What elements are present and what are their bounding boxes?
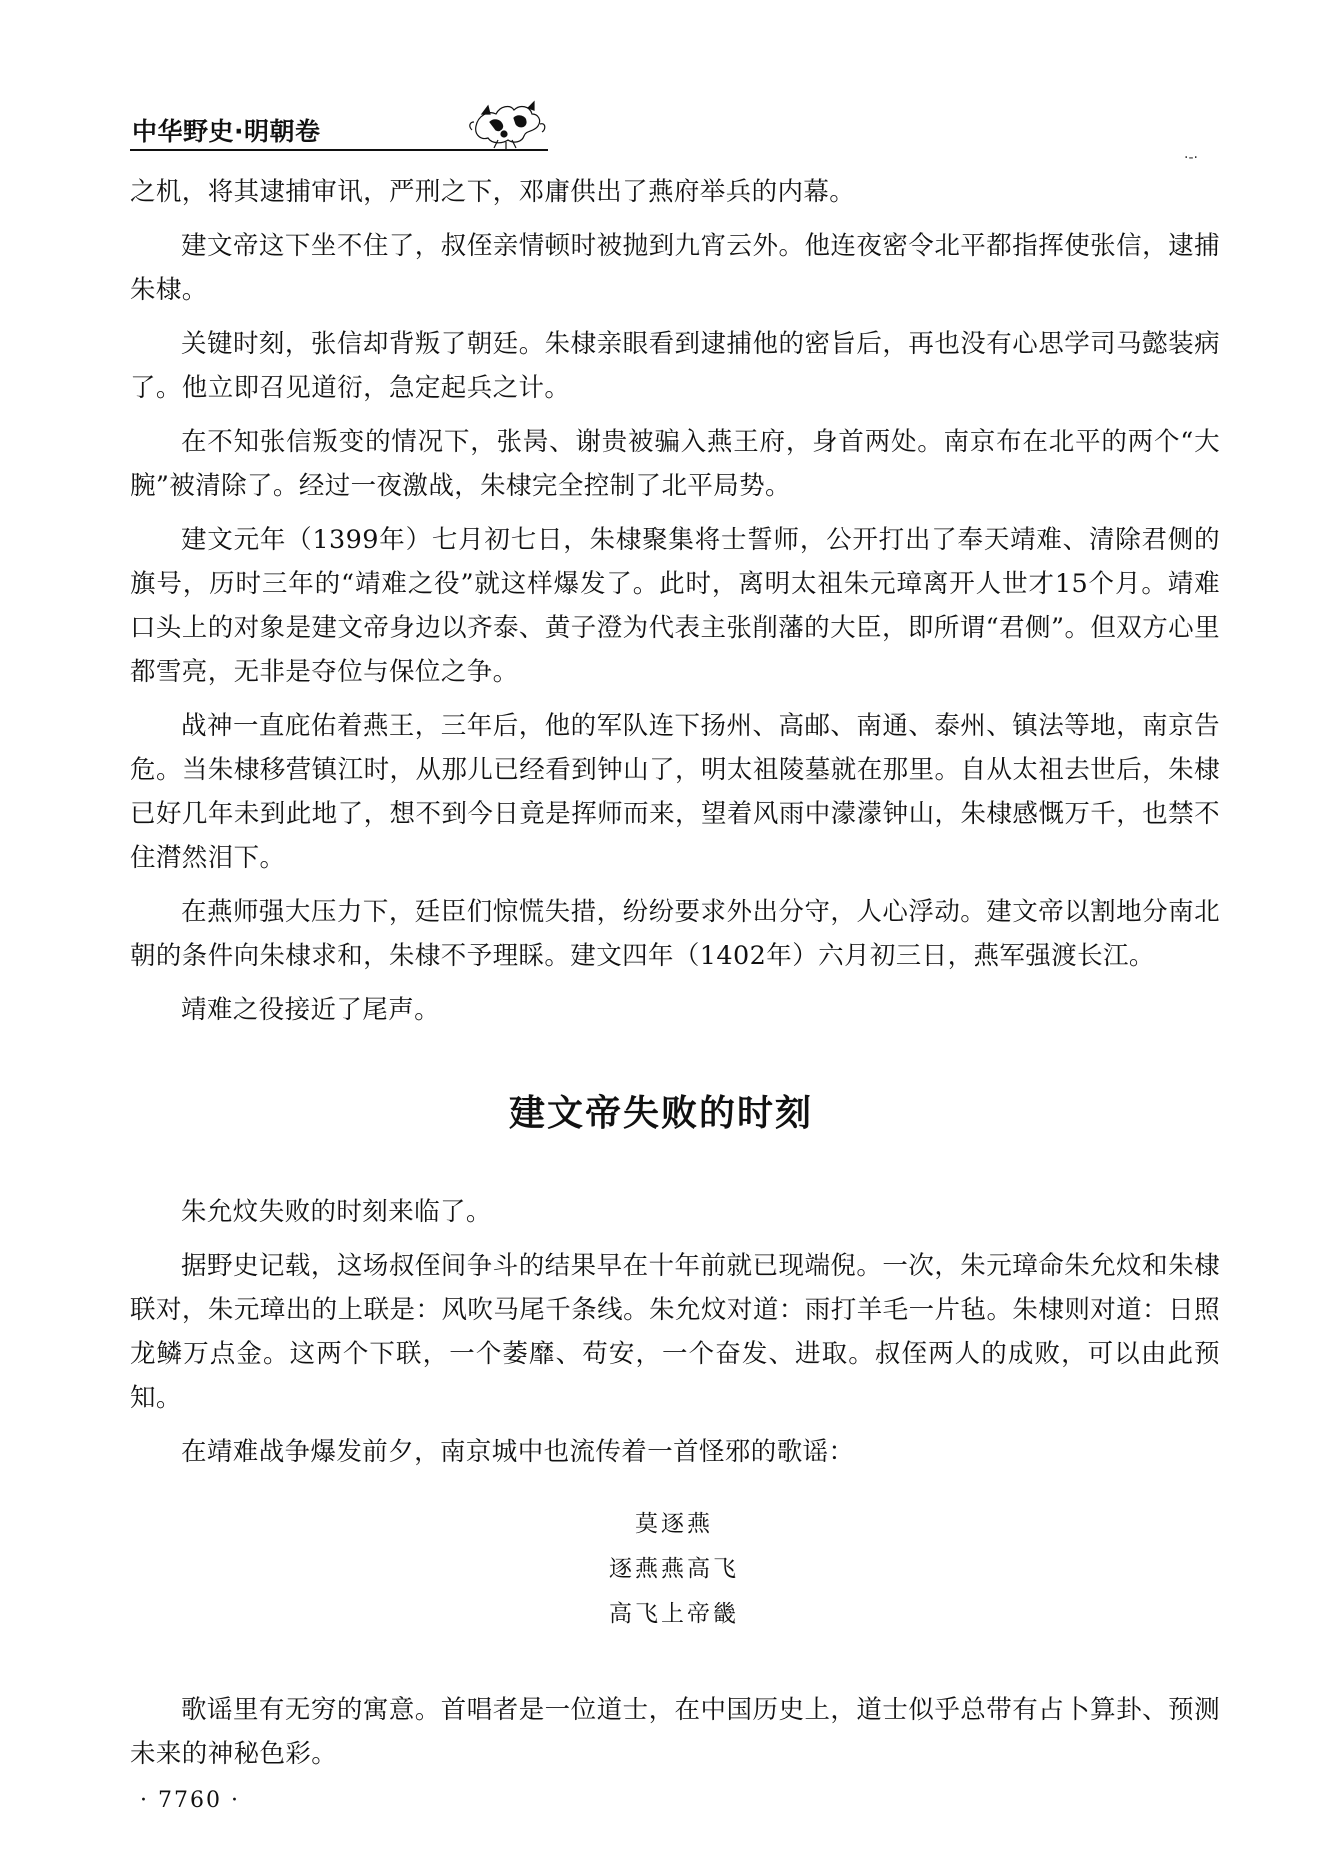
verse-line: 逐燕燕高飞 bbox=[609, 1556, 739, 1582]
paragraph: 朱允炆失败的时刻来临了。 bbox=[181, 1197, 492, 1227]
paragraph: 战神一直庇佑着燕王，三年后，他的军队连下扬州、高邮、南通、泰州、镇法等地，南京告危。当朱棣移营镇江时，从那儿已经看到钟山了，明太祖陵墓就在那里。自从太祖去世后，朱棣已好几年未到此地了，想不到今日竟是挥师而来，望着风雨中濛濛钟山，朱棣感慨万千，也禁不住潸然泪下。 bbox=[130, 711, 1220, 873]
verse-line: 莫逐燕 bbox=[635, 1511, 713, 1537]
paragraph: 在燕师强大压力下，廷臣们惊慌失措，纷纷要求外出分守，人心浮动。建文帝以割地分南北朝的条件向朱棣求和，朱棣不予理睬。建文四年（1402年）六月初三日，燕军强渡长江。 bbox=[130, 897, 1220, 971]
dragon-emblem-icon bbox=[468, 96, 548, 152]
body-text-section bbox=[130, 1190, 1220, 1484]
body-text-top bbox=[130, 170, 1220, 1042]
paragraph: 关键时刻，张信却背叛了朝廷。朱棣亲眼看到逮捕他的密旨后，再也没有心思学司马懿装病了。他立即召见道衍，急定起兵之计。 bbox=[130, 329, 1220, 403]
paragraph: 之机，将其逮捕审讯，严刑之下，邓庸供出了燕府举兵的内幕。 bbox=[130, 177, 856, 207]
scan-mark: ·-· bbox=[1184, 150, 1198, 166]
page-number: · 7760 · bbox=[140, 1788, 240, 1813]
paragraph: 建文元年（1399年）七月初七日，朱棣聚集将士誓师，公开打出了奉天靖难、清除君侧的旗号，历时三年的“靖难之役”就这样爆发了。此时，离明太祖朱元璋离开人世才15个月。靖难口头上的对象是建文帝身边以齐泰、黄子澄为代表主张削藩的大臣，即所谓“君侧”。但双方心里都雪亮，无非是夺位与保位之争。 bbox=[130, 525, 1220, 687]
body-text-bottom bbox=[130, 1688, 1220, 1786]
paragraph: 在不知张信叛变的情况下，张昺、谢贵被骗入燕王府，身首两处。南京布在北平的两个“大腕”被清除了。经过一夜激战，朱棣完全控制了北平局势。 bbox=[130, 427, 1220, 501]
book-title: 中华野史·明朝卷 bbox=[132, 117, 321, 146]
ballad-verse bbox=[0, 1502, 1322, 1637]
section-heading: 建文帝失败的时刻 bbox=[508, 1093, 813, 1134]
paragraph: 建文帝这下坐不住了，叔侄亲情顿时被抛到九宵云外。他连夜密令北平都指挥使张信，逮捕朱棣。 bbox=[130, 231, 1220, 305]
verse-line: 高飞上帝畿 bbox=[609, 1601, 739, 1627]
header-rule bbox=[130, 149, 548, 151]
paragraph: 据野史记载，这场叔侄间争斗的结果早在十年前就已现端倪。一次，朱元璋命朱允炆和朱棣联对，朱元璋出的上联是：风吹马尾千条线。朱允炆对道：雨打羊毛一片毡。朱棣则对道：日照龙鳞万点金。这两个下联，一个萎靡、苟安，一个奋发、进取。叔侄两人的成败，可以由此预知。 bbox=[130, 1251, 1220, 1413]
paragraph: 靖难之役接近了尾声。 bbox=[181, 995, 441, 1025]
running-header bbox=[130, 96, 550, 156]
paragraph: 歌谣里有无穷的寓意。首唱者是一位道士，在中国历史上，道士似乎总带有占卜算卦、预测未来的神秘色彩。 bbox=[130, 1695, 1220, 1769]
paragraph: 在靖难战争爆发前夕，南京城中也流传着一首怪邪的歌谣： bbox=[181, 1437, 855, 1467]
